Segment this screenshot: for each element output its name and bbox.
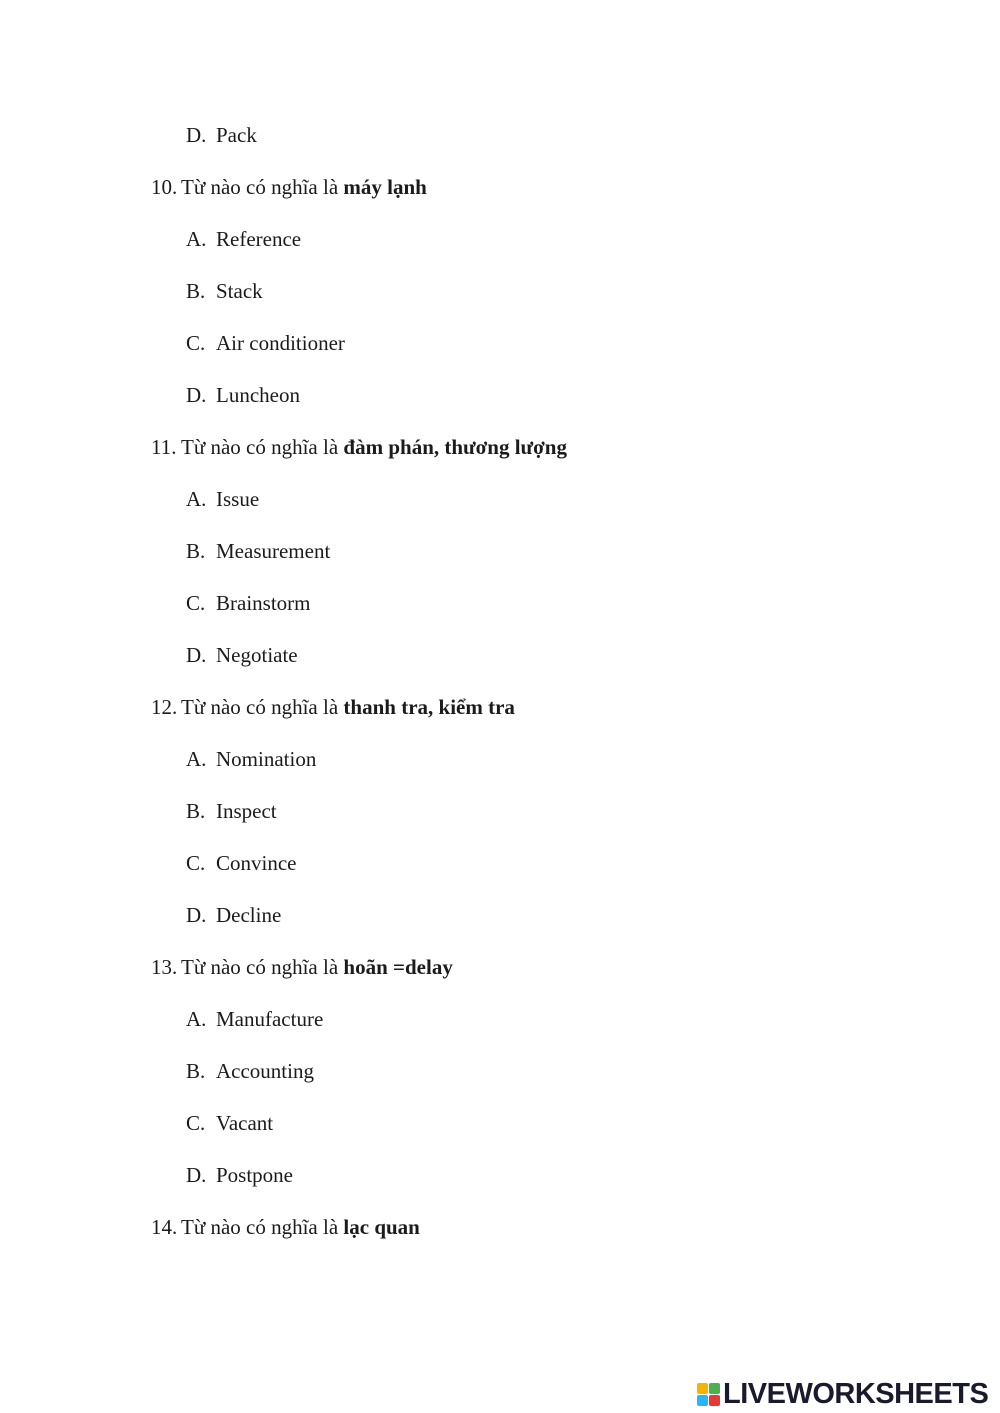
answer-option <box>186 850 296 876</box>
option-text: Issue <box>216 487 260 511</box>
option-letter: D. <box>186 903 207 927</box>
logo-text: LIVEWORKSHEETS <box>723 1377 989 1410</box>
option-text: Vacant <box>216 1111 274 1135</box>
question-prompt: Từ nào có nghĩa là <box>181 695 344 719</box>
option-letter: D. <box>186 383 207 407</box>
answer-option <box>186 746 316 772</box>
question-prompt: Từ nào có nghĩa là <box>181 175 344 199</box>
question-keyword: lạc quan <box>343 1215 420 1239</box>
option-text: Accounting <box>216 1059 314 1083</box>
option-letter: A. <box>186 747 207 771</box>
answer-option <box>186 798 277 824</box>
answer-option <box>186 1162 293 1188</box>
option-text: Brainstorm <box>216 591 311 615</box>
option-text: Reference <box>216 227 302 251</box>
answer-option <box>186 226 301 252</box>
question-q14 <box>151 1214 420 1240</box>
logo-square-4 <box>709 1395 720 1406</box>
option-text: Postpone <box>216 1163 294 1187</box>
question-prompt: Từ nào có nghĩa là <box>181 1215 344 1239</box>
option-letter: C. <box>186 331 206 355</box>
answer-option <box>186 1110 273 1136</box>
question-q11 <box>151 434 567 460</box>
question-keyword: máy lạnh <box>343 175 427 199</box>
option-text: Measurement <box>216 539 331 563</box>
question-number: 11. <box>151 435 177 459</box>
option-letter: C. <box>186 591 206 615</box>
answer-option <box>186 330 345 356</box>
option-text: Inspect <box>216 799 277 823</box>
answer-option <box>186 642 298 668</box>
option-text: Stack <box>216 279 263 303</box>
option-text: Convince <box>216 851 297 875</box>
answer-option <box>186 382 300 408</box>
question-keyword: hoãn =delay <box>343 955 453 979</box>
option-letter: D. <box>186 123 207 147</box>
option-text: Luncheon <box>216 383 300 407</box>
logo-square-2 <box>709 1383 720 1394</box>
option-text: Pack <box>216 123 257 147</box>
answer-option <box>186 538 330 564</box>
question-prompt: Từ nào có nghĩa là <box>181 435 344 459</box>
logo-square-3 <box>697 1395 708 1406</box>
question-number: 14. <box>151 1215 178 1239</box>
question-q13 <box>151 954 453 980</box>
question-keyword: đàm phán, thương lượng <box>343 435 567 459</box>
option-letter: B. <box>186 1059 206 1083</box>
answer-option <box>186 278 263 304</box>
answer-option <box>186 590 311 616</box>
option-text: Nomination <box>216 747 317 771</box>
answer-option <box>186 122 257 148</box>
option-letter: A. <box>186 1007 207 1031</box>
liveworksheets-logo-icon <box>697 1383 720 1406</box>
option-text: Air conditioner <box>216 331 345 355</box>
question-number: 13. <box>151 955 178 979</box>
option-letter: B. <box>186 539 206 563</box>
option-letter: A. <box>186 227 207 251</box>
answer-option <box>186 486 259 512</box>
option-letter: B. <box>186 799 206 823</box>
option-letter: A. <box>186 487 207 511</box>
option-letter: C. <box>186 851 206 875</box>
option-text: Decline <box>216 903 282 927</box>
question-q12 <box>151 694 515 720</box>
answer-option <box>186 902 281 928</box>
question-number: 10. <box>151 175 178 199</box>
option-letter: D. <box>186 643 207 667</box>
answer-option <box>186 1058 314 1084</box>
option-letter: D. <box>186 1163 207 1187</box>
question-prompt: Từ nào có nghĩa là <box>181 955 344 979</box>
liveworksheets-logo <box>697 1376 988 1412</box>
answer-option <box>186 1006 323 1032</box>
question-keyword: thanh tra, kiểm tra <box>343 695 515 719</box>
option-text: Manufacture <box>216 1007 324 1031</box>
question-q10 <box>151 174 427 200</box>
option-letter: B. <box>186 279 206 303</box>
option-text: Negotiate <box>216 643 298 667</box>
logo-square-1 <box>697 1383 708 1394</box>
option-letter: C. <box>186 1111 206 1135</box>
question-number: 12. <box>151 695 178 719</box>
